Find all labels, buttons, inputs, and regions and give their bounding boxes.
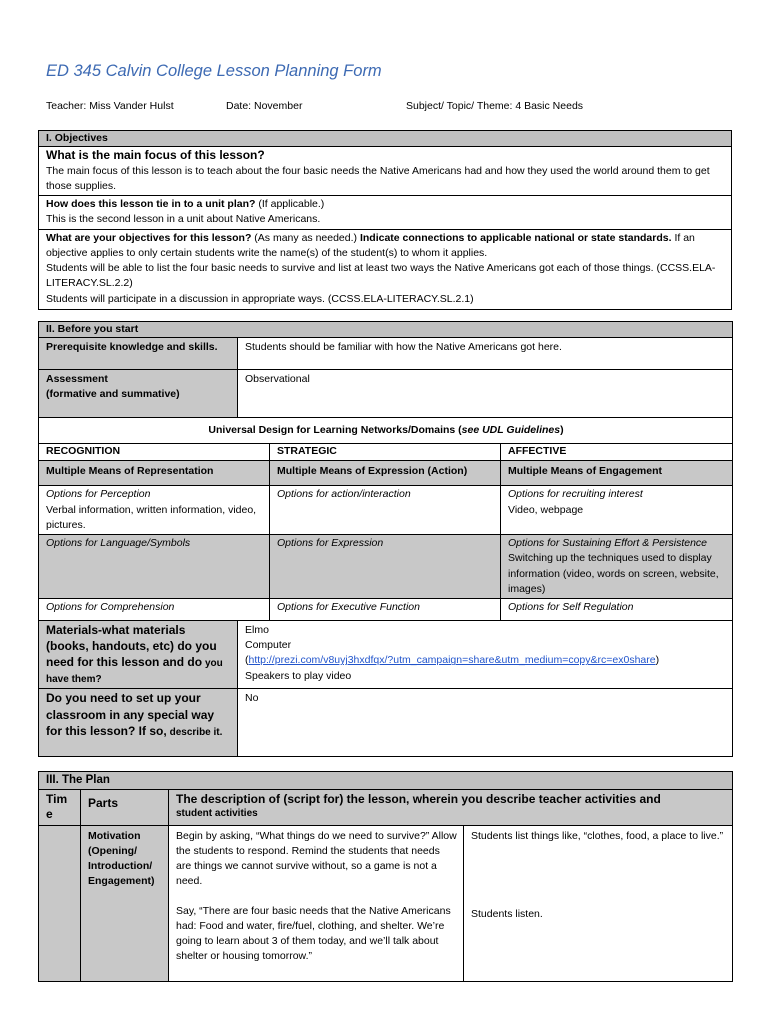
description-column-head: The description of (script for) the lesson, wherein you describe teacher activities and student activities: [169, 789, 733, 825]
student-activities: Students list things like, “clothes, food, a place to live.” Students listen.: [464, 825, 733, 981]
unit-answer: This is the second lesson in a unit about Native Americans.: [46, 213, 321, 226]
engagement-head: Multiple Means of Engagement: [501, 461, 733, 486]
comprehension-cell: Options for Comprehension: [39, 598, 270, 620]
prereq-value: Students should be familiar with how the Native Americans got here.: [238, 338, 733, 370]
objective-2: Students will participate in a discussion in appropriate ways. (CCSS.ELA-LITERACY.SL.2.1): [46, 292, 474, 305]
recognition-head: RECOGNITION: [39, 444, 270, 461]
perception-cell: Options for Perception Verbal information, written information, video, pictures.: [39, 486, 270, 535]
unit-question: How does this lesson tie in to a unit plan? (If applicable.): [46, 198, 325, 211]
objectives-header: I. Objectives: [39, 131, 732, 147]
strategic-head: STRATEGIC: [270, 444, 501, 461]
focus-question: What is the main focus of this lesson?: [46, 148, 265, 163]
materials-label: Materials-what materials (books, handouts, etc) do you need for this lesson and do you have them?: [39, 620, 238, 688]
expression-head: Multiple Means of Expression (Action): [270, 461, 501, 486]
plan-header: III. The Plan: [39, 772, 733, 790]
date-field: Date: November: [226, 100, 303, 112]
objectives-table: [38, 130, 732, 310]
time-column-head: Tim e: [39, 789, 81, 825]
teacher-field: Teacher: Miss Vander Hulst: [46, 100, 174, 112]
before-table: [38, 321, 733, 757]
expression-cell: Options for Expression: [270, 535, 501, 599]
setup-value: No: [238, 689, 733, 757]
affective-head: AFFECTIVE: [501, 444, 733, 461]
motivation-part: Motivation (Opening/ Introduction/ Engagement): [81, 825, 169, 981]
assessment-value: Observational: [238, 370, 733, 418]
action-cell: Options for action/interaction: [270, 486, 501, 535]
assessment-label: Assessment (formative and summative): [39, 370, 238, 418]
udl-title: Universal Design for Learning Networks/Domains (see UDL Guidelines): [39, 418, 733, 444]
representation-head: Multiple Means of Representation: [39, 461, 270, 486]
plan-table: [38, 771, 733, 982]
sustaining-cell: Options for Sustaining Effort & Persistence Switching up the techniques used to display information (video, words on screen, website, images): [501, 535, 733, 599]
parts-column-head: Parts: [81, 789, 169, 825]
unit-cell: [39, 196, 732, 229]
prezi-link[interactable]: http://prezi.com/v8uyj3hxdfqx/?utm_campaign=share&utm_medium=copy&rc=ex0share: [248, 654, 656, 667]
objectives-question: What are your objectives for this lesson? (As many as needed.) Indicate connections to applicable national or state standards. If an objective applies to only certain students write the name(s) of the student(s) to whom it applies.: [46, 231, 695, 259]
executive-cell: Options for Executive Function: [270, 598, 501, 620]
objectives-cell: [39, 229, 732, 309]
focus-cell: [39, 147, 732, 196]
teacher-activities: Begin by asking, “What things do we need to survive?” Allow the students to respond. Remind the students that needs are things we cannot survive without, so a game is not a need. Say, “There are four basic needs that the Native Americans had: Food and water, fire/fuel, clothing, and shelter. We’re going to learn about 3 of them today, and we’ll talk about shelter or housing tomorrow.”: [169, 825, 464, 981]
language-cell: Options for Language/Symbols: [39, 535, 270, 599]
time-cell: [39, 825, 81, 981]
materials-value: Elmo Computer (http://prezi.com/v8uyj3hxdfqx/?utm_campaign=share&utm_medium=copy&rc=ex0share) Speakers to play video: [238, 620, 733, 688]
subject-field: Subject/ Topic/ Theme: 4 Basic Needs: [406, 100, 584, 112]
self-regulation-cell: Options for Self Regulation: [501, 598, 733, 620]
focus-answer: The main focus of this lesson is to teach about the four basic needs the Native Americans had and how they used the world around them to get those supplies.: [46, 164, 710, 193]
before-header: II. Before you start: [39, 322, 733, 338]
recruiting-cell: Options for recruiting interest Video, webpage: [501, 486, 733, 535]
prereq-label: Prerequisite knowledge and skills.: [39, 338, 238, 370]
page-title: ED 345 Calvin College Lesson Planning Form: [46, 62, 382, 80]
objective-1: Students will be able to list the four basic needs to survive and list at least two ways the Native Americans got each of those things. (CCSS.ELA-LITERACY.SL.2.2): [46, 262, 716, 290]
setup-label: Do you need to set up your classroom in any special way for this lesson? If so, describe it.: [39, 689, 238, 757]
